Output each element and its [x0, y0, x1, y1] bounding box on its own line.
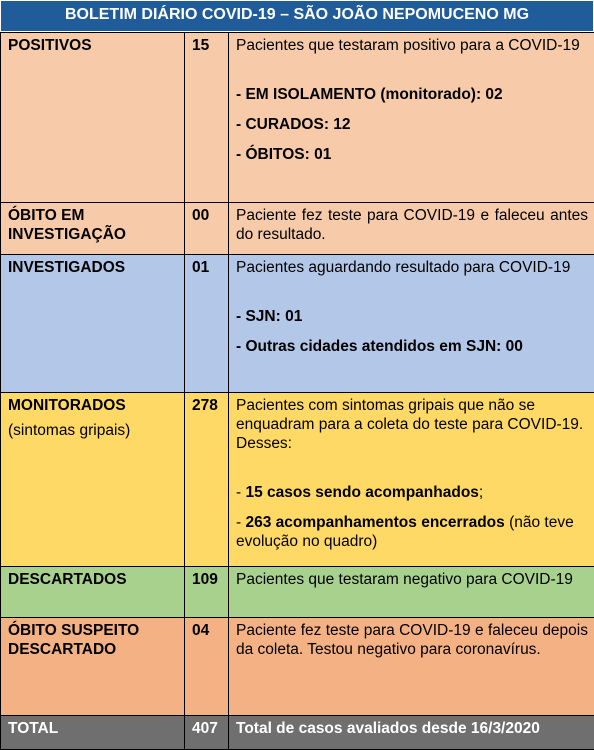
row-label: TOTAL [8, 720, 58, 737]
detail-sjn: - SJN: 01 [236, 307, 588, 326]
row-investigados [1, 255, 594, 393]
detail-encerrados [236, 513, 588, 551]
row-descartados [1, 567, 594, 618]
detail-prefix: - [236, 484, 245, 501]
detail-acompanhados-bold: 15 casos sendo acompanhados [245, 484, 478, 501]
row-label-line1: ÓBITO SUSPEITO [8, 621, 178, 640]
bulletin-title: BOLETIM DIÁRIO COVID-19 – SÃO JOÃO NEPOMUCENO MG [0, 0, 594, 32]
row-count: 407 [192, 720, 218, 737]
row-description: Paciente fez teste para COVID-19 e faleceu antes do resultado. [236, 207, 588, 243]
bulletin-table [0, 32, 594, 750]
detail-obitos: - ÓBITOS: 01 [236, 145, 588, 164]
row-description: Total de casos avaliados desde 16/3/2020 [236, 720, 540, 737]
row-label: POSITIVOS [8, 37, 92, 54]
detail-prefix: - [236, 514, 245, 531]
row-label-cell [1, 203, 185, 255]
row-count-cell [185, 393, 229, 567]
row-count: 15 [192, 37, 209, 54]
row-label-cell [1, 618, 185, 716]
row-description: Pacientes aguardando resultado para COVID-19 [236, 258, 588, 277]
row-count-cell [185, 203, 229, 255]
detail-outras-cidades: - Outras cidades atendidos em SJN: 00 [236, 337, 588, 356]
row-description-cell [229, 393, 594, 567]
row-description-cell [229, 203, 594, 255]
row-label: MONITORADOS [8, 396, 178, 415]
row-description: Paciente fez teste para COVID-19 e faleceu depois da coleta. Testou negativo para coronavírus. [236, 622, 588, 658]
row-count-cell [185, 255, 229, 393]
row-label-cell [1, 716, 185, 750]
row-label-line2: DESCARTADO [8, 640, 178, 659]
row-count: 109 [192, 571, 218, 588]
row-count: 278 [192, 397, 218, 414]
row-label-cell [1, 393, 185, 567]
row-count: 00 [192, 207, 209, 224]
row-count: 04 [192, 622, 209, 639]
row-description-cell [229, 567, 594, 618]
row-count-cell [185, 567, 229, 618]
row-description-cell [229, 716, 594, 750]
row-count-cell [185, 716, 229, 750]
row-description: Pacientes que testaram negativo para COVID-19 [236, 571, 573, 588]
detail-suffix: (não teve evolução no quadro) [236, 514, 574, 550]
detail-encerrados-bold: 263 acompanhamentos encerrados [245, 514, 504, 531]
row-count: 01 [192, 259, 209, 276]
row-label: DESCARTADOS [8, 571, 127, 588]
row-description-cell [229, 33, 594, 203]
row-label: INVESTIGADOS [8, 259, 125, 276]
row-count-cell [185, 33, 229, 203]
row-label-cell [1, 33, 185, 203]
row-label-line2: INVESTIGAÇÃO [8, 225, 178, 244]
row-positivos [1, 33, 594, 203]
row-label-cell [1, 255, 185, 393]
row-count-cell [185, 618, 229, 716]
detail-isolamento: - EM ISOLAMENTO (monitorado): 02 [236, 85, 588, 104]
row-label-cell [1, 567, 185, 618]
row-obito-descartado [1, 618, 594, 716]
row-description-cell [229, 618, 594, 716]
row-sublabel: (sintomas gripais) [8, 421, 178, 440]
row-description-cell [229, 255, 594, 393]
row-total [1, 716, 594, 750]
detail-acompanhados [236, 483, 588, 502]
detail-curados: - CURADOS: 12 [236, 115, 588, 134]
detail-suffix: ; [479, 484, 483, 501]
row-description: Pacientes com sintomas gripais que não se enquadram para a coleta do teste para COVID-19. Desses: [236, 396, 588, 453]
row-description: Pacientes que testaram positivo para a COVID-19 [236, 36, 588, 55]
row-label-line1: ÓBITO EM [8, 206, 178, 225]
row-obito-investigacao [1, 203, 594, 255]
row-monitorados [1, 393, 594, 567]
